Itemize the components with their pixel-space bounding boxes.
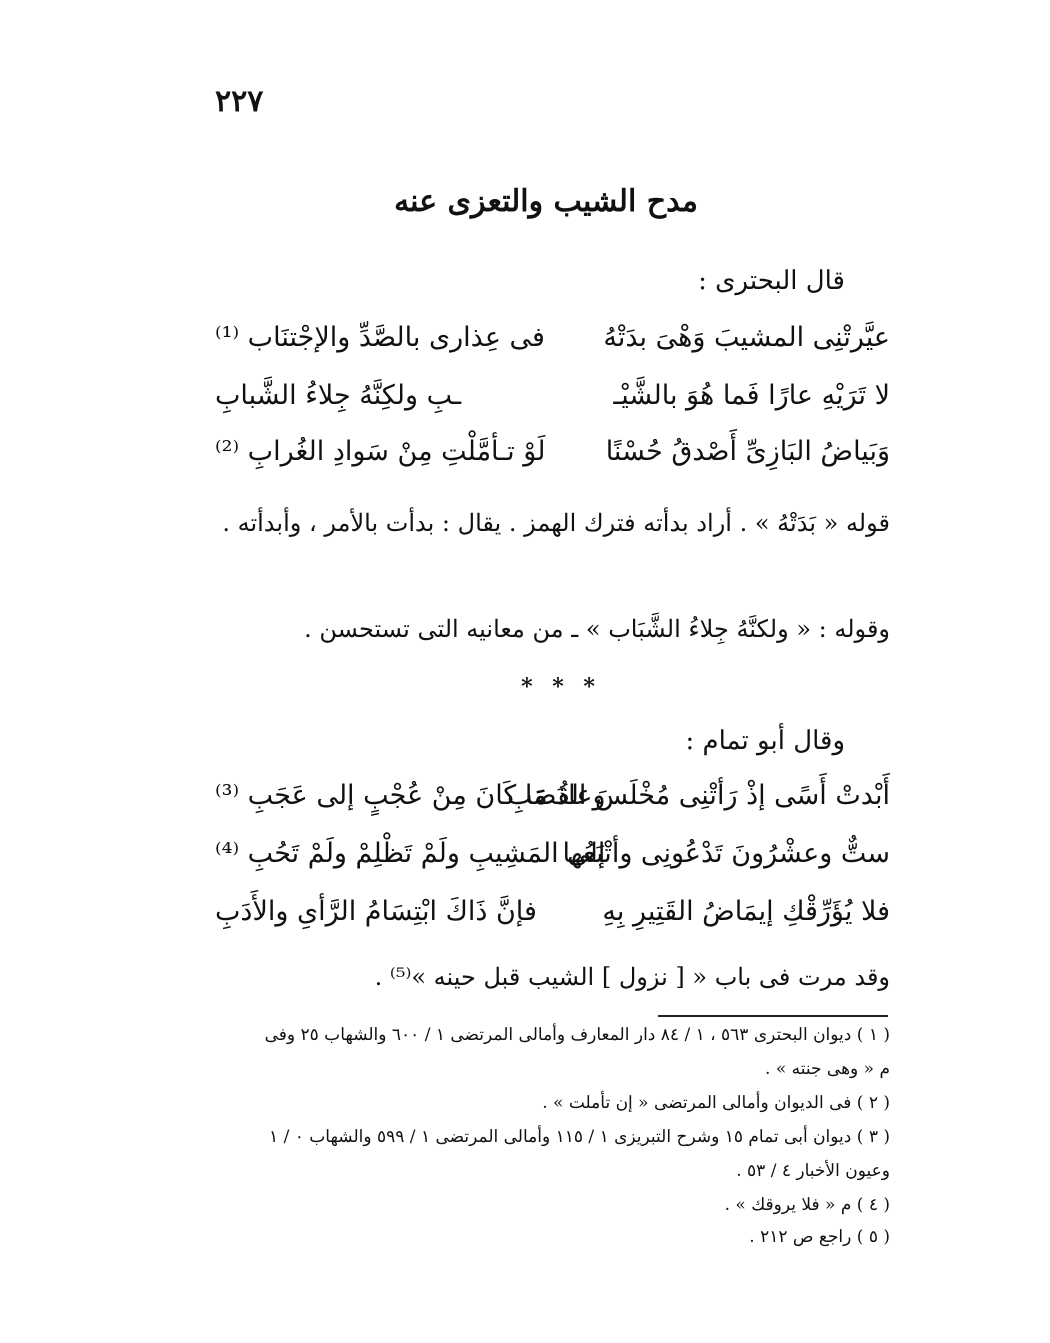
footnote: ( ٢ ) فى الديوان وأمالى المرتضى « إن تأملت » . xyxy=(542,1093,890,1113)
page-number: ٢٢٧ xyxy=(215,84,264,119)
verse-line xyxy=(215,322,890,372)
commentary-paragraph: وقوله : « ولكنَّهُ جِلاءُ الشَّبَاب » ـ من معانيه التى تستحسن . xyxy=(304,615,890,643)
commentary-paragraph: قوله « بَدَتْهُ » . أراد بدأته فترك الهمز . يقال : بدأت بالأمر ، وأبدأته . xyxy=(222,509,890,537)
verse-second-hemistich: فى عِذارى بالصَّدِّ والإجْتنَاب ⁽¹⁾ xyxy=(215,322,545,353)
verse-second-hemistich: إلى المَشِيبِ ولَمْ تَظْلِمْ ولَمْ تَحُبِ ⁽⁴⁾ xyxy=(215,838,606,869)
verse-line xyxy=(215,780,890,830)
verse-line xyxy=(215,436,890,486)
chapter-title: مدح الشيب والتعزى عنه xyxy=(394,184,698,219)
verse-second-hemistich: وعادَ مَا كَانَ مِنْ عُجْبٍ إلى عَجَبِ ⁽³⁾ xyxy=(215,780,606,811)
verse-line xyxy=(215,380,890,430)
section1-intro: قال البحترى : xyxy=(698,266,845,296)
verse-first-hemistich: أَبْدتْ أَسًى إذْ رَأتْنِى مُخْلَسَ القُصَبِ xyxy=(507,780,890,811)
footnote-continuation: م « وهى جنته » . xyxy=(765,1059,890,1079)
footnote-continuation: وعيون الأخبار ٤ / ٥٣ . xyxy=(736,1161,890,1181)
verse-line xyxy=(215,838,890,888)
footnote: ( ٤ ) م « فلا يروقك » . xyxy=(724,1195,890,1215)
verse-second-hemistich: ـبِ ولكِنَّهُ جِلاءُ الشَّبابِ xyxy=(215,380,462,411)
verse-first-hemistich: وَبَياضُ البَازِىِّ أَصْدقُ حُسْنًا xyxy=(605,436,890,467)
verse-first-hemistich: عيَّرتْنِى المشيبَ وَهْىَ بدَتْهُ xyxy=(603,322,890,353)
verse-first-hemistich: ستٌّ وعشْرُونَ تَدْعُونِى وأتْبَعُها xyxy=(562,838,890,869)
section-separator: * * * xyxy=(521,674,601,700)
footnote: ( ٣ ) ديوان أبى تمام ١٥ وشرح التبريزى ١ / ١١٥ وأمالى المرتضى ١ / ٥٩٩ والشهاب ٠ / ١ xyxy=(269,1127,890,1147)
verse-line xyxy=(215,896,890,946)
closing-paragraph: وقد مرت فى باب « [ نزول ] الشيب قبل حينه »⁽⁵⁾ . xyxy=(374,963,890,991)
verse-second-hemistich: لَوْ تـأمَّلْتِ مِنْ سَوادِ الغُرابِ ⁽²⁾ xyxy=(215,436,546,467)
verse-first-hemistich: فلا يُؤَرِّقْكِ إيمَاضُ القَتِيرِ بِهِ xyxy=(602,896,890,927)
footnote: ( ١ ) ديوان البحترى ٥٦٣ ، ١ / ٨٤ دار المعارف وأمالى المرتضى ١ / ٦٠٠ والشهاب ٢٥ وفى xyxy=(264,1025,890,1045)
verse-first-hemistich: لا تَرَيْهِ عارًا فَما هُوَ بالشَّيْـ xyxy=(613,380,890,411)
footnote: ( ٥ ) راجع ص ٢١٢ . xyxy=(749,1227,890,1247)
section2-intro: وقال أبو تمام : xyxy=(685,726,845,756)
footnote-rule xyxy=(658,1015,888,1017)
verse-second-hemistich: فإنَّ ذَاكَ ابْتِسَامُ الرَّأىِ والأَدَبِ xyxy=(215,896,537,927)
